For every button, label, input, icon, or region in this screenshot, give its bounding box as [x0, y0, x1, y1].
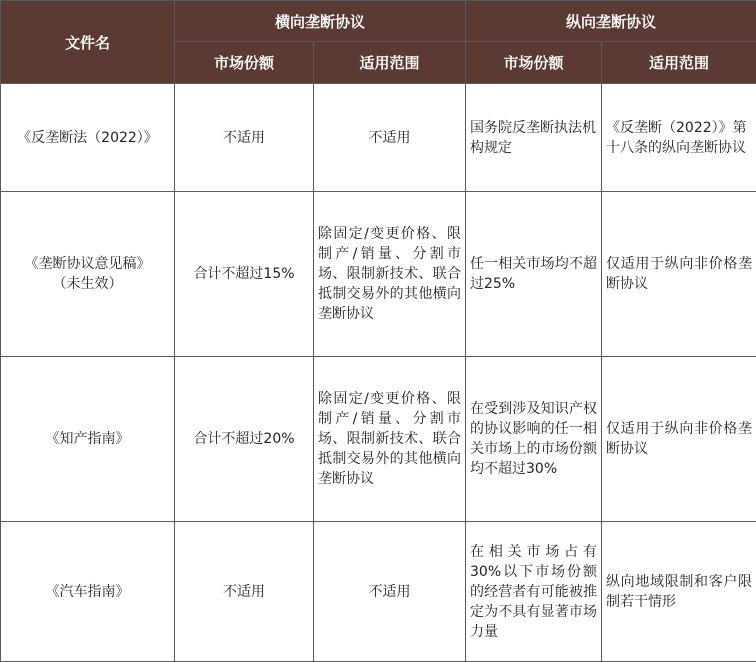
- header-horizontal: 横向垄断协议: [175, 1, 466, 42]
- v-scope-cell: 纵向地域限制和客户限制若干情形: [602, 522, 756, 662]
- header-vertical: 纵向垄断协议: [466, 1, 756, 42]
- table-row: [1, 357, 756, 522]
- v-scope-cell: 《反垄断（2022）》第十八条的纵向垄断协议: [602, 84, 756, 192]
- table-row: [1, 84, 756, 192]
- h-scope-cell: 除固定/变更价格、限制产/销量、分割市场、限制新技术、联合抵制交易外的其他横向垄断协议: [314, 192, 466, 357]
- filename-text: 《垄断协议意见稿》: [5, 254, 170, 274]
- header-v-market-share: 市场份额: [466, 42, 602, 84]
- h-scope-cell: 不适用: [314, 84, 466, 192]
- header-h-scope: 适用范围: [314, 42, 466, 84]
- filename-text: 《反垄断法（2022）》: [17, 130, 158, 146]
- row-filename: [1, 192, 175, 357]
- filename-note: （未生效）: [5, 274, 170, 294]
- filename-text: 《汽车指南》: [46, 584, 130, 600]
- v-share-cell: 在相关市场占有30%以下市场份额的经营者有可能被推定为不具有显著市场力量: [466, 522, 602, 662]
- header-h-market-share: 市场份额: [175, 42, 314, 84]
- h-share-cell: 不适用: [175, 522, 314, 662]
- header-filename: 文件名: [1, 1, 175, 84]
- header-row-1: [1, 1, 756, 42]
- table-row: [1, 522, 756, 662]
- row-filename: [1, 84, 175, 192]
- h-share-cell: 不适用: [175, 84, 314, 192]
- h-share-cell: 合计不超过15%: [175, 192, 314, 357]
- v-share-cell: 国务院反垄断执法机构规定: [466, 84, 602, 192]
- row-filename: [1, 522, 175, 662]
- h-scope-cell: 除固定/变更价格、限制产/销量、分割市场、限制新技术、联合抵制交易外的其他横向垄断协议: [314, 357, 466, 522]
- row-filename: [1, 357, 175, 522]
- v-scope-cell: 仅适用于纵向非价格垄断协议: [602, 192, 756, 357]
- table-row: [1, 192, 756, 357]
- header-v-scope: 适用范围: [602, 42, 756, 84]
- v-share-cell: 任一相关市场均不超过25%: [466, 192, 602, 357]
- filename-text: 《知产指南》: [46, 431, 130, 447]
- v-scope-cell: 仅适用于纵向非价格垄断协议: [602, 357, 756, 522]
- h-scope-cell: 不适用: [314, 522, 466, 662]
- v-share-cell: 在受到涉及知识产权的协议影响的任一相关市场上的市场份额均不超过30%: [466, 357, 602, 522]
- h-share-cell: 合计不超过20%: [175, 357, 314, 522]
